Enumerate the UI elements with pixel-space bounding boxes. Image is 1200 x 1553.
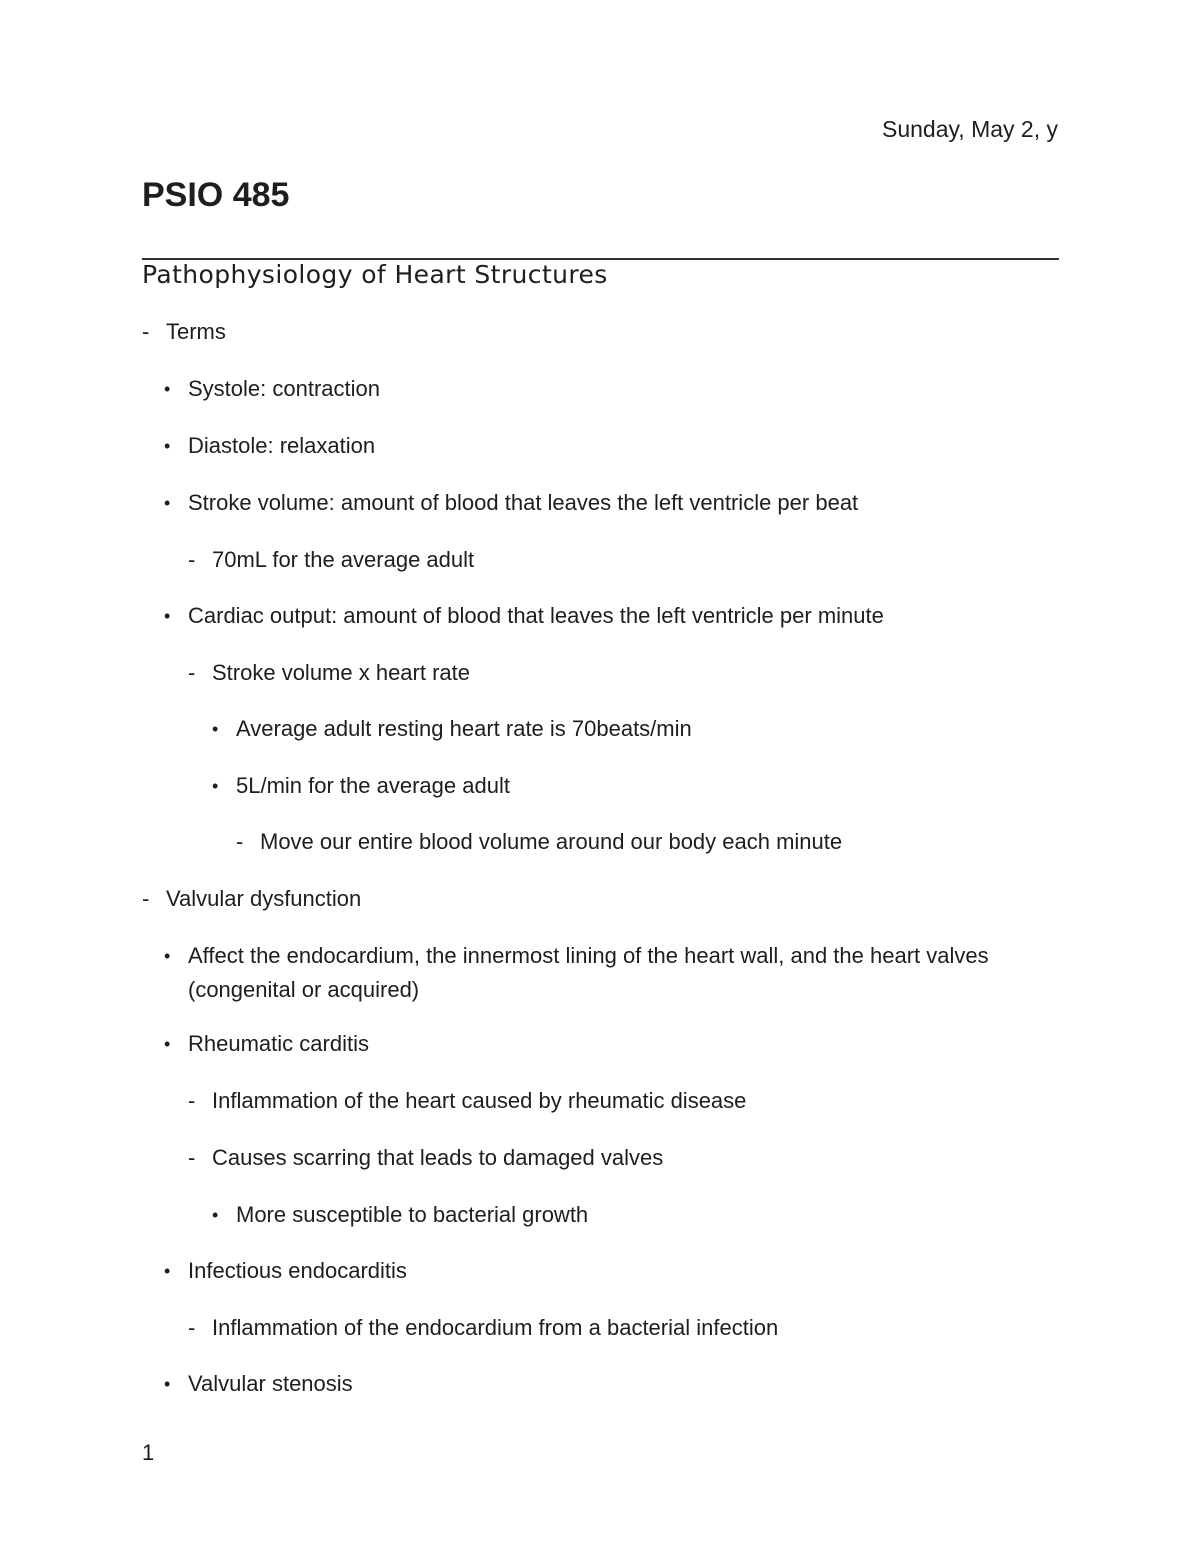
outline-text: 70mL for the average adult — [212, 547, 475, 572]
dash-marker: - — [236, 829, 244, 854]
outline-text: Stroke volume x heart rate — [212, 660, 471, 685]
outline-text: 5L/min for the average adult — [236, 773, 510, 798]
bullet-marker: • — [164, 606, 171, 626]
outline-text: (congenital or acquired) — [188, 977, 420, 1002]
page-number: 1 — [142, 1440, 155, 1465]
course-title: PSIO 485 — [142, 176, 290, 214]
outline-text: Valvular dysfunction — [166, 886, 362, 911]
outline-text: Move our entire blood volume around our body each minute — [260, 829, 843, 854]
bullet-marker: • — [212, 776, 219, 796]
bullet-marker: • — [164, 1261, 171, 1281]
section-title: Pathophysiology of Heart Structures — [142, 260, 608, 289]
outline-text: Diastole: relaxation — [188, 433, 376, 458]
dash-marker: - — [188, 1145, 196, 1170]
outline-text: Cardiac output: amount of blood that leaves the left ventricle per minute — [188, 603, 884, 628]
outline-text: Inflammation of the heart caused by rheumatic disease — [212, 1088, 747, 1113]
bullet-marker: • — [164, 379, 171, 399]
outline-text: Rheumatic carditis — [188, 1031, 369, 1056]
bullet-marker: • — [164, 1374, 171, 1394]
dash-marker: - — [142, 319, 150, 344]
bullet-marker: • — [212, 719, 219, 739]
bullet-marker: • — [164, 1034, 171, 1054]
outline-text: Valvular stenosis — [188, 1371, 353, 1396]
dash-marker: - — [188, 1088, 196, 1113]
dash-marker: - — [142, 886, 150, 911]
outline-text: Causes scarring that leads to damaged valves — [212, 1145, 664, 1170]
outline-text: Affect the endocardium, the innermost lining of the heart wall, and the heart valves — [188, 943, 989, 968]
outline-text: Terms — [166, 319, 226, 344]
dash-marker: - — [188, 547, 196, 572]
bullet-marker: • — [164, 493, 171, 513]
outline-text: Infectious endocarditis — [188, 1258, 407, 1283]
dash-marker: - — [188, 660, 196, 685]
outline-text: Stroke volume: amount of blood that leaves the left ventricle per beat — [188, 490, 859, 515]
bullet-marker: • — [164, 436, 171, 456]
bullet-marker: • — [212, 1205, 219, 1225]
date-header: Sunday, May 2, y — [882, 116, 1058, 142]
outline-text: More susceptible to bacterial growth — [236, 1202, 589, 1227]
dash-marker: - — [188, 1315, 196, 1340]
outline-text: Systole: contraction — [188, 376, 380, 401]
outline-text: Average adult resting heart rate is 70beats/min — [236, 716, 692, 741]
bullet-marker: • — [164, 946, 171, 966]
outline-text: Inflammation of the endocardium from a bacterial infection — [212, 1315, 779, 1340]
